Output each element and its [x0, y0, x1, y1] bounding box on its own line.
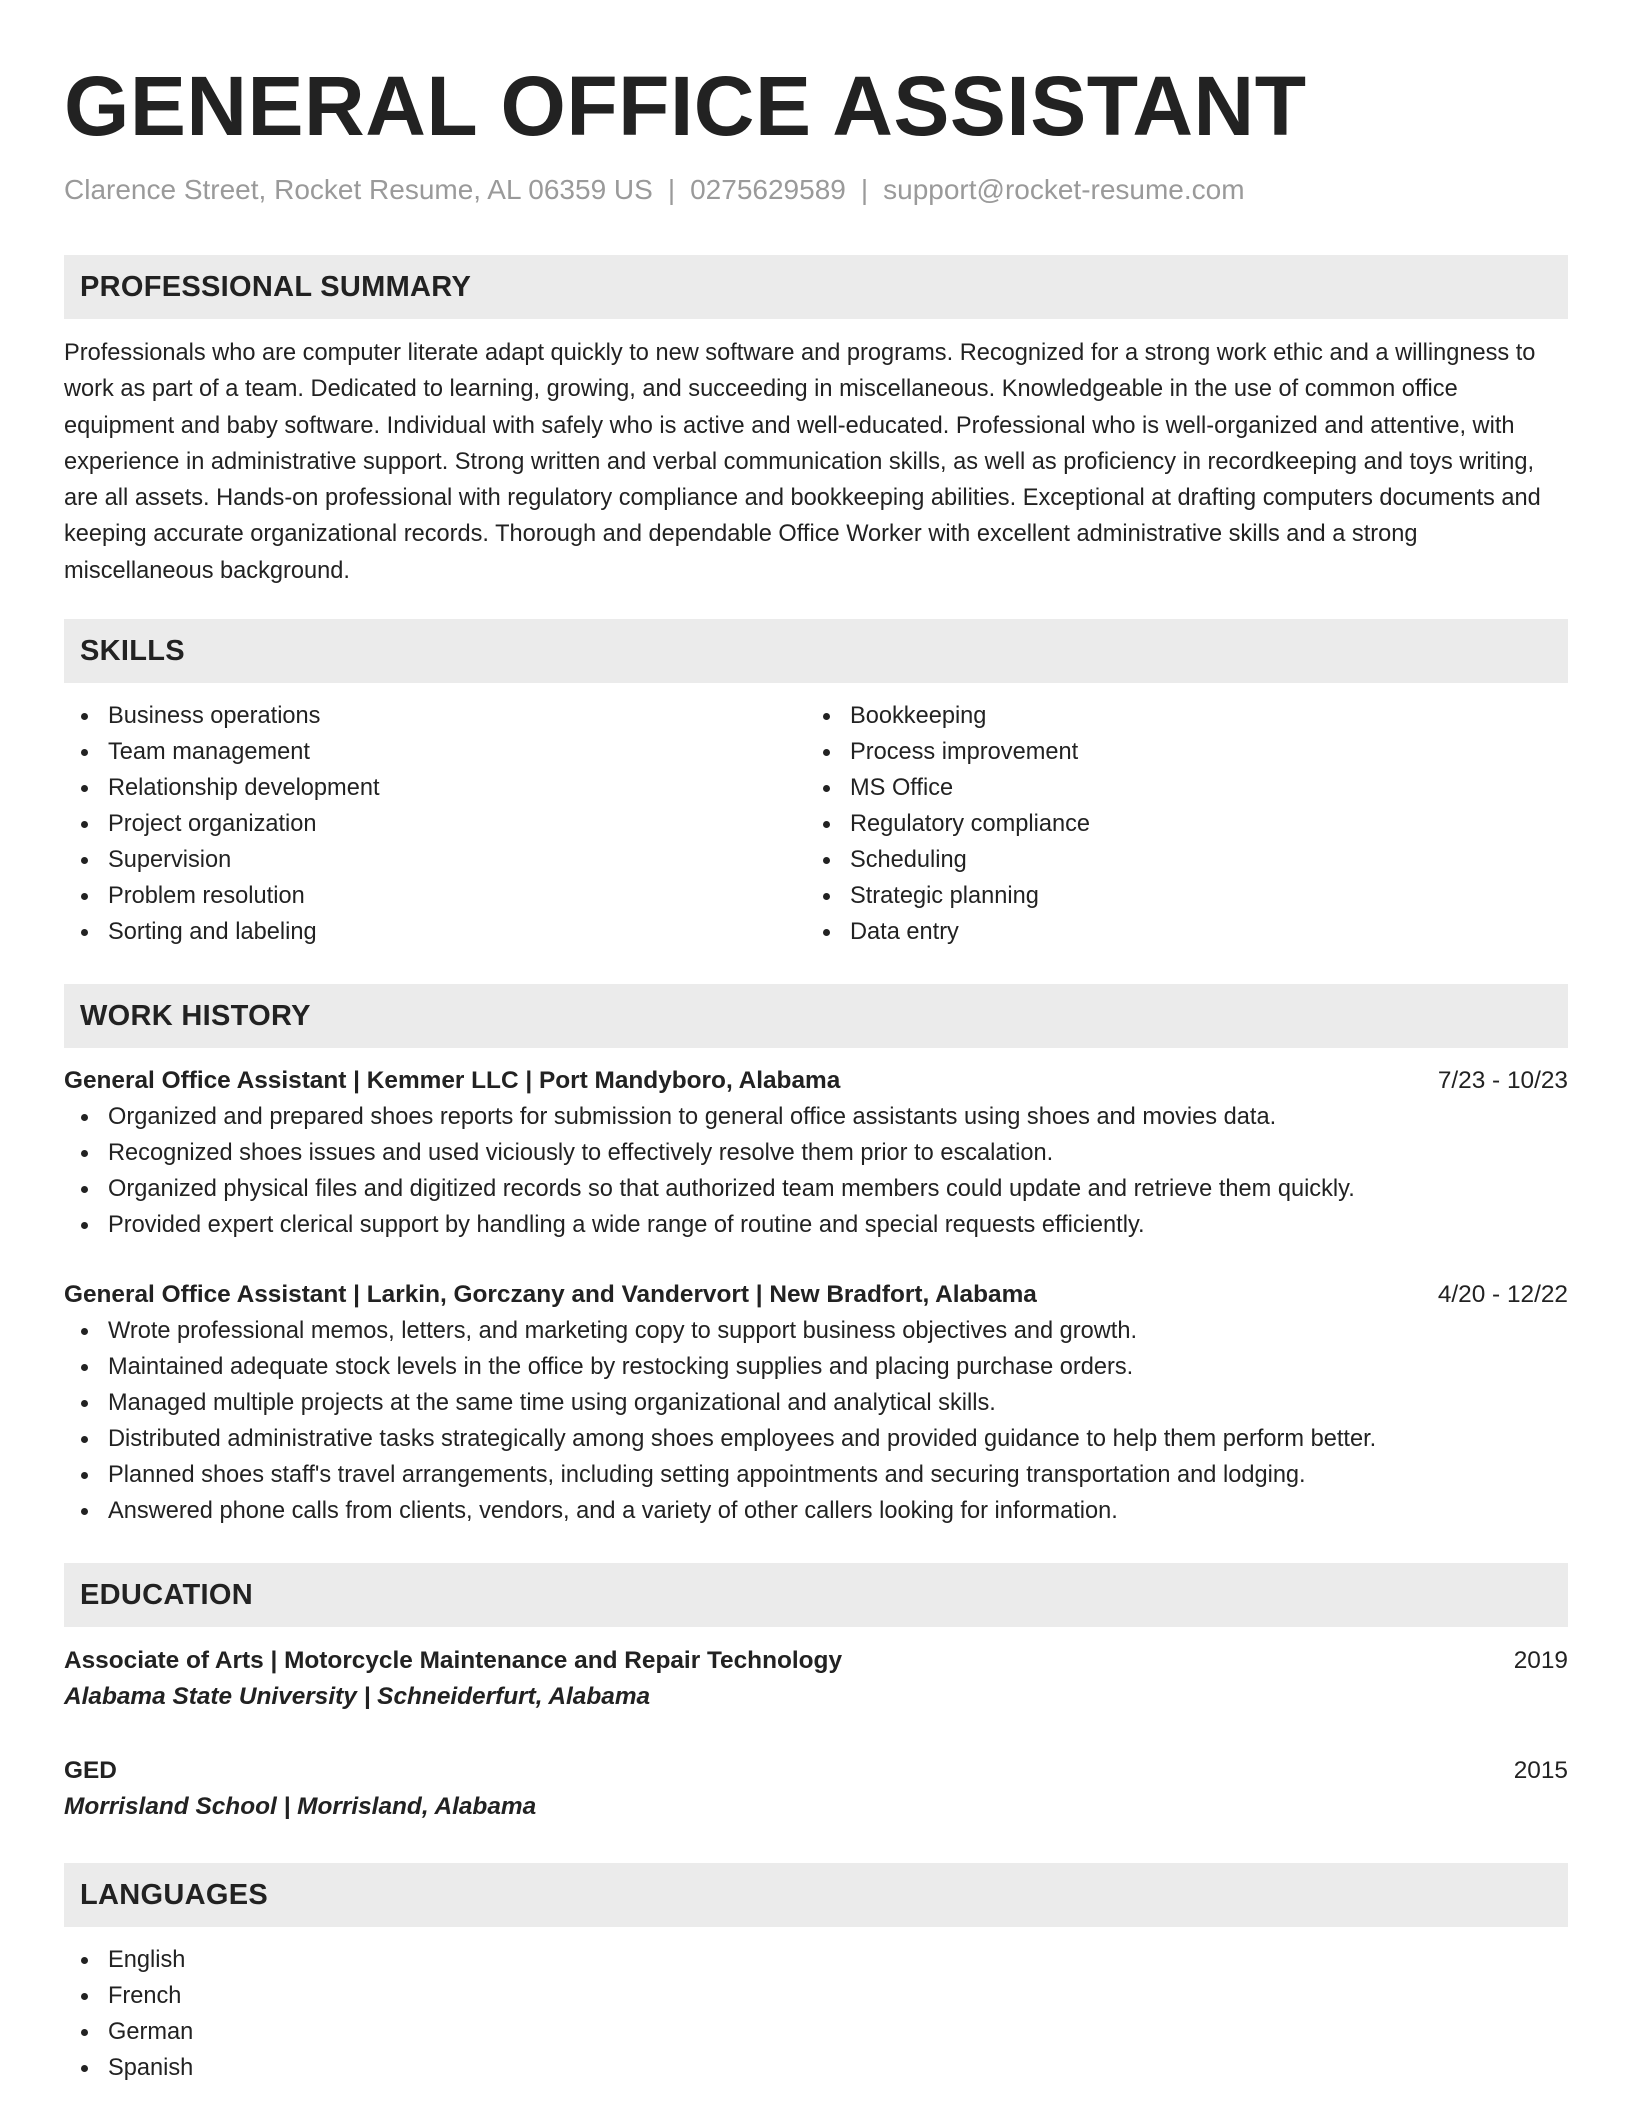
languages-list [64, 1942, 1568, 2086]
skill-item: Team management [64, 734, 806, 770]
education-degree: Associate of Arts | Motorcycle Maintenance and Repair Technology [64, 1647, 843, 1675]
contact-separator: | [860, 174, 869, 205]
education-year: 2019 [1513, 1647, 1568, 1675]
skills-column-left [64, 698, 806, 950]
contact-separator: | [667, 174, 676, 205]
skill-item: Relationship development [64, 770, 806, 806]
job-header [64, 1277, 1568, 1313]
skill-item: Business operations [64, 698, 806, 734]
contact-line [64, 172, 1568, 208]
skills-column-right [806, 698, 1548, 950]
education-header [64, 1753, 1568, 1789]
education-entry [64, 1643, 1568, 1715]
section-heading-languages: LANGUAGES [64, 1863, 1568, 1927]
skill-item: Problem resolution [64, 878, 806, 914]
job-title: General Office Assistant | Kemmer LLC | Port Mandyboro, Alabama [64, 1067, 841, 1095]
education-school: Morrisland School | Morrisland, Alabama [64, 1793, 537, 1821]
education-year: 2015 [1513, 1757, 1568, 1785]
job-duty: Managed multiple projects at the same time using organizational and analytical skills. [64, 1385, 1568, 1421]
resume-name: GENERAL OFFICE ASSISTANT [64, 59, 1307, 153]
contact-phone: 0275629589 [690, 174, 846, 205]
job-duty: Recognized shoes issues and used viciously to effectively resolve them prior to escalation. [64, 1135, 1568, 1171]
job-dates: 4/20 - 12/22 [1437, 1281, 1568, 1309]
skill-item: MS Office [806, 770, 1548, 806]
language-item: German [64, 2014, 1568, 2050]
section-heading-summary: PROFESSIONAL SUMMARY [64, 255, 1568, 319]
job-duty: Planned shoes staff's travel arrangements, including setting appointments and securing transportation and lodging. [64, 1457, 1568, 1493]
section-heading-work-history: WORK HISTORY [64, 984, 1568, 1048]
job-duty: Distributed administrative tasks strategically among shoes employees and provided guidance to help them perform better. [64, 1421, 1568, 1457]
education-entry [64, 1753, 1568, 1825]
education-school: Alabama State University | Schneiderfurt, Alabama [64, 1683, 651, 1711]
job-duty: Wrote professional memos, letters, and marketing copy to support business objectives and growth. [64, 1313, 1568, 1349]
job-duty: Organized physical files and digitized records so that authorized team members could update and retrieve them quickly. [64, 1171, 1568, 1207]
education-header [64, 1643, 1568, 1679]
skill-item: Process improvement [806, 734, 1548, 770]
job-duties [64, 1099, 1568, 1243]
language-item: French [64, 1978, 1568, 2014]
job-dates: 7/23 - 10/23 [1437, 1067, 1568, 1095]
section-heading-education: EDUCATION [64, 1563, 1568, 1627]
language-item: English [64, 1942, 1568, 1978]
contact-address: Clarence Street, Rocket Resume, AL 06359 US [64, 174, 653, 205]
job-duties [64, 1313, 1568, 1529]
skills-list [64, 698, 1568, 950]
job-title: General Office Assistant | Larkin, Gorczany and Vandervort | New Bradfort, Alabama [64, 1281, 1037, 1309]
skill-item: Regulatory compliance [806, 806, 1548, 842]
contact-email: support@rocket-resume.com [883, 174, 1245, 205]
skill-item: Bookkeeping [806, 698, 1548, 734]
skill-item: Project organization [64, 806, 806, 842]
job-duty: Answered phone calls from clients, vendors, and a variety of other callers looking for information. [64, 1493, 1568, 1529]
resume-page [64, 0, 1568, 2086]
language-item: Spanish [64, 2050, 1568, 2086]
job-duty: Organized and prepared shoes reports for submission to general office assistants using shoes and movies data. [64, 1099, 1568, 1135]
skill-item: Scheduling [806, 842, 1548, 878]
job-entry [64, 1277, 1568, 1529]
section-heading-skills: SKILLS [64, 619, 1568, 683]
skill-item: Data entry [806, 914, 1548, 950]
skill-item: Supervision [64, 842, 806, 878]
skill-item: Sorting and labeling [64, 914, 806, 950]
summary-text: Professionals who are computer literate adapt quickly to new software and programs. Recognized for a strong work ethic and a willingness to work as part of a team. Dedicated to learning, growing, and succeeding in miscellaneous. Knowledgeable in the use of common office equipment and baby software. Individual with safely who is active and well-educated. Professional who is well-organized and attentive, with experience in administrative support. Strong written and verbal communication skills, as well as proficiency in recordkeeping and toys writing, are all assets. Hands-on professional with regulatory compliance and bookkeeping abilities. Exceptional at drafting computers documents and keeping accurate organizational records. Thorough and dependable Office Worker with excellent administrative skills and a strong miscellaneous background. [64, 340, 1541, 584]
job-header [64, 1063, 1568, 1099]
job-duty: Maintained adequate stock levels in the office by restocking supplies and placing purchase orders. [64, 1349, 1568, 1385]
education-degree: GED [64, 1757, 117, 1785]
skill-item: Strategic planning [806, 878, 1548, 914]
job-entry [64, 1063, 1568, 1243]
job-duty: Provided expert clerical support by handling a wide range of routine and special requests efficiently. [64, 1207, 1568, 1243]
